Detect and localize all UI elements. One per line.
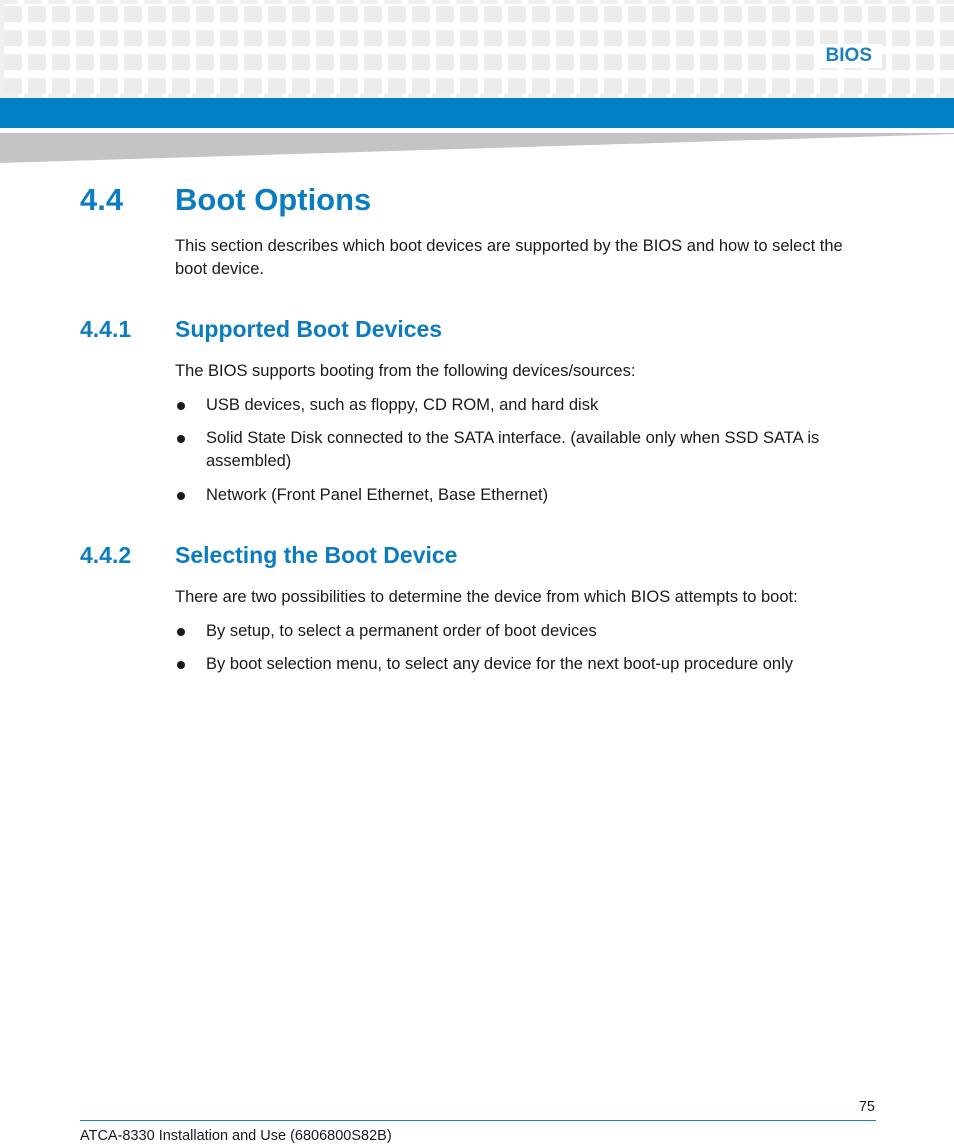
bullet-icon (177, 435, 185, 443)
subsection-intro: There are two possibilities to determine the device from which BIOS attempts to boot: (175, 588, 798, 606)
list-item-text: Network (Front Panel Ethernet, Base Ethernet) (206, 486, 549, 504)
section-title: Boot Options (175, 182, 372, 217)
footer-divider (80, 1120, 876, 1121)
list-item (175, 427, 875, 473)
bullet-icon (177, 628, 185, 636)
header-grey-wedge (0, 133, 954, 163)
list-item (175, 653, 875, 676)
list-item-text: USB devices, such as floppy, CD ROM, and hard disk (206, 396, 599, 414)
header-blue-bar (0, 98, 954, 128)
subsection-number: 4.4.2 (80, 542, 132, 568)
list-item-text: By setup, to select a permanent order of boot devices (206, 622, 597, 640)
footer-document-title: ATCA-8330 Installation and Use (6806800S82B) (80, 1128, 392, 1144)
subsection-intro: The BIOS supports booting from the following devices/sources: (175, 362, 636, 380)
chapter-label: BIOS (816, 44, 882, 68)
list-item-text: By boot selection menu, to select any device for the next boot-up procedure only (206, 655, 794, 673)
subsection-heading (80, 540, 457, 570)
bullet-icon (177, 402, 185, 410)
header-square-grid (4, 4, 954, 94)
list-item (175, 620, 875, 643)
header-pattern (0, 0, 954, 98)
subsection-title: Supported Boot Devices (175, 316, 443, 342)
list-item (175, 484, 875, 507)
bullet-icon (177, 661, 185, 669)
subsection-number: 4.4.1 (80, 316, 132, 342)
list-item (175, 394, 875, 417)
section-heading (80, 180, 371, 220)
page-number: 75 (858, 1099, 875, 1115)
bullet-icon (177, 492, 185, 500)
subsection-heading (80, 314, 442, 344)
subsection-title: Selecting the Boot Device (175, 542, 458, 568)
section-number: 4.4 (80, 182, 124, 217)
section-intro: This section describes which boot devices are supported by the BIOS and how to select the boot device. (175, 237, 843, 278)
list-item-text: Solid State Disk connected to the SATA interface. (available only when SSD SATA is assembled) (206, 429, 820, 470)
